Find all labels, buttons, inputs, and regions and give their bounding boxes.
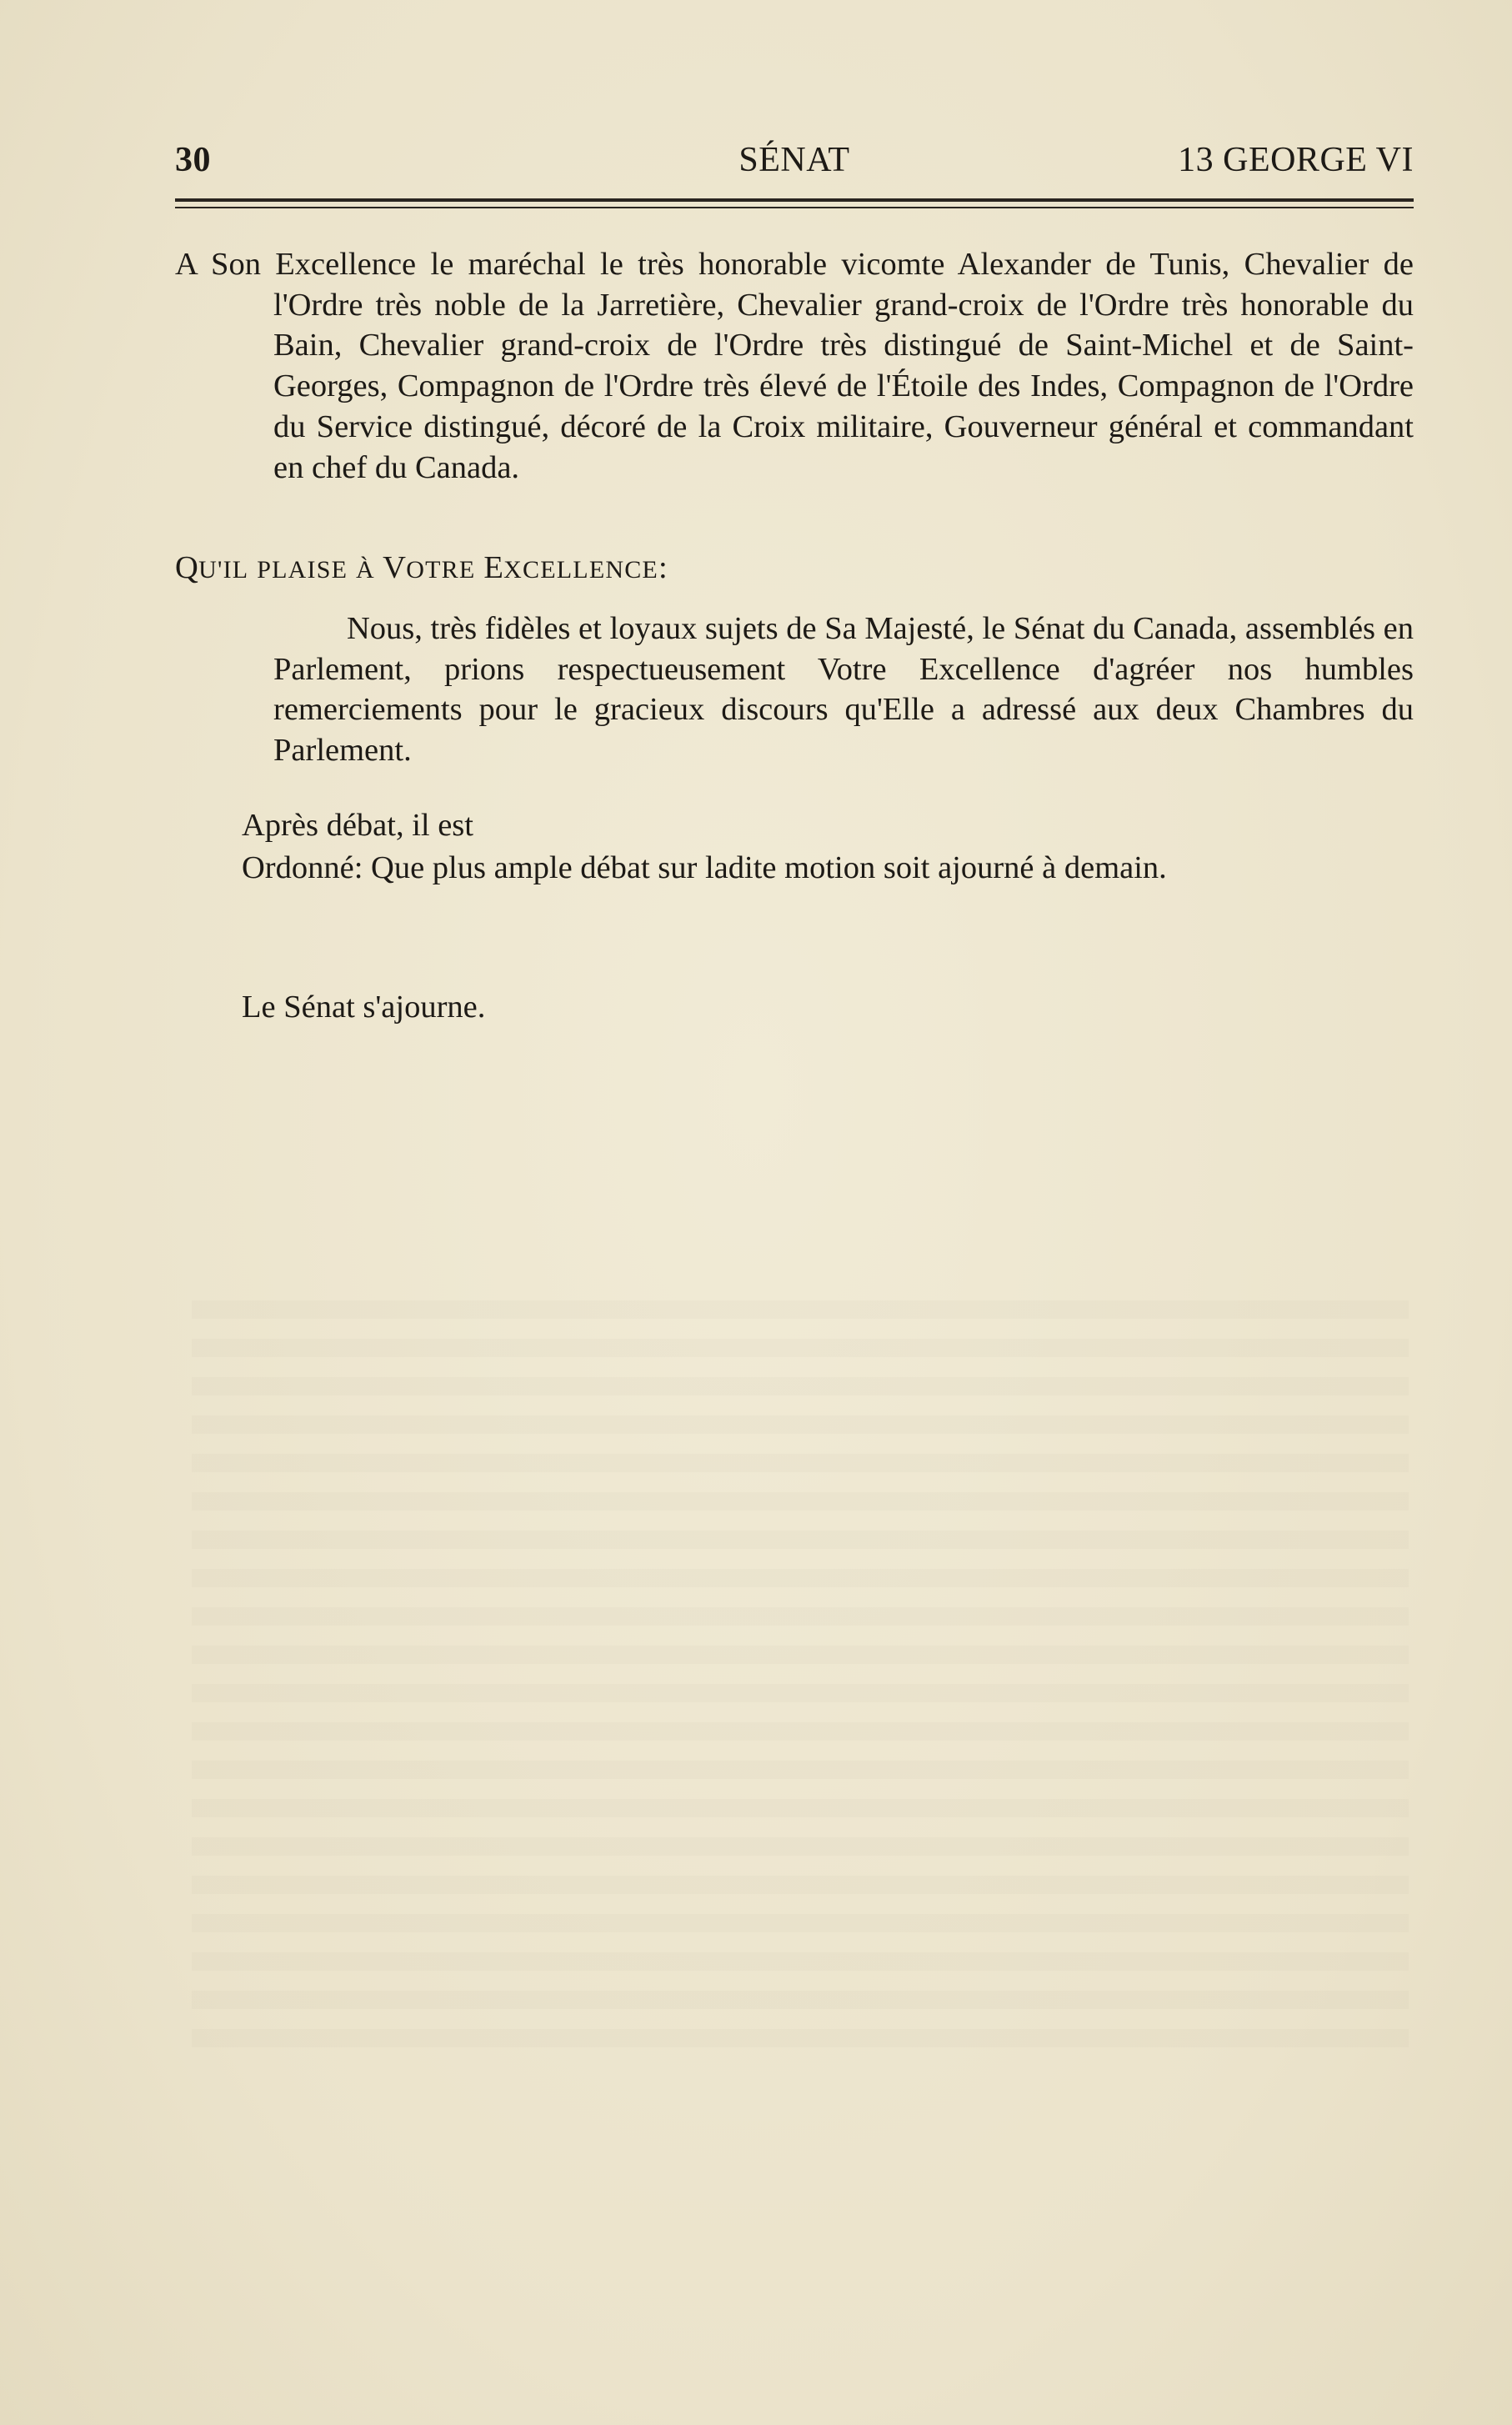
salutation-cap-e: E: [483, 550, 504, 585]
salutation-colon: :: [658, 550, 668, 585]
salutation-sc-plaise: PLAISE: [257, 556, 348, 584]
salutation-cap-q: Q: [175, 550, 199, 585]
header-rule-thin: [175, 207, 1414, 208]
salutation-cap-v: V: [383, 550, 407, 585]
salutation-sc-xcellence: XCELLENCE: [503, 556, 658, 584]
salutation: [175, 548, 1414, 591]
adjournment-line: Le Sénat s'ajourne.: [242, 990, 486, 1025]
header-title: SÉNAT: [738, 141, 850, 179]
salutation-sc-otre: OTRE: [406, 556, 476, 584]
salutation-sc-uil: U'IL: [198, 556, 249, 584]
order-line: Ordonné: Que plus ample débat sur ladite motion soit ajourné à demain.: [242, 850, 1167, 885]
address-text: A Son Excellence le maréchal le très honorable vicomte Alexander de Tunis, Chevalier de l'Ordre très noble de la Jarretière, Chevalier grand-croix de l'Ordre très honorable du Bain, Chevalier grand-croix de l'Ordre très distingué de Saint-Michel et de Saint-Georges, Compagnon de l'Ordre très élevé de l'Étoile des Indes, Compagnon de l'Ordre du Service distingué, décoré de la Croix militaire, Gouverneur général et commandant en chef du Canada.: [175, 247, 1414, 485]
running-header: [175, 140, 1414, 190]
salutation-sc-a: À: [356, 556, 375, 584]
address-block: [175, 244, 1414, 488]
reply-text: Nous, très fidèles et loyaux sujets de Sa Majesté, le Sénat du Canada, assemblés en Parlement, prions respectueusement Votre Excellence d'agréer nos humbles remerciements pour le gracieux discours qu'Elle a adressé aux deux Chambres du Parlement.: [273, 611, 1414, 769]
debate-line: Après débat, il est: [242, 808, 473, 843]
page-number: 30: [175, 141, 211, 179]
show-through-texture: [192, 1300, 1409, 2051]
regnal-year: 13 GEORGE VI: [1178, 141, 1414, 179]
reply-paragraph: [273, 609, 1414, 771]
header-rule-thick: [175, 198, 1414, 202]
